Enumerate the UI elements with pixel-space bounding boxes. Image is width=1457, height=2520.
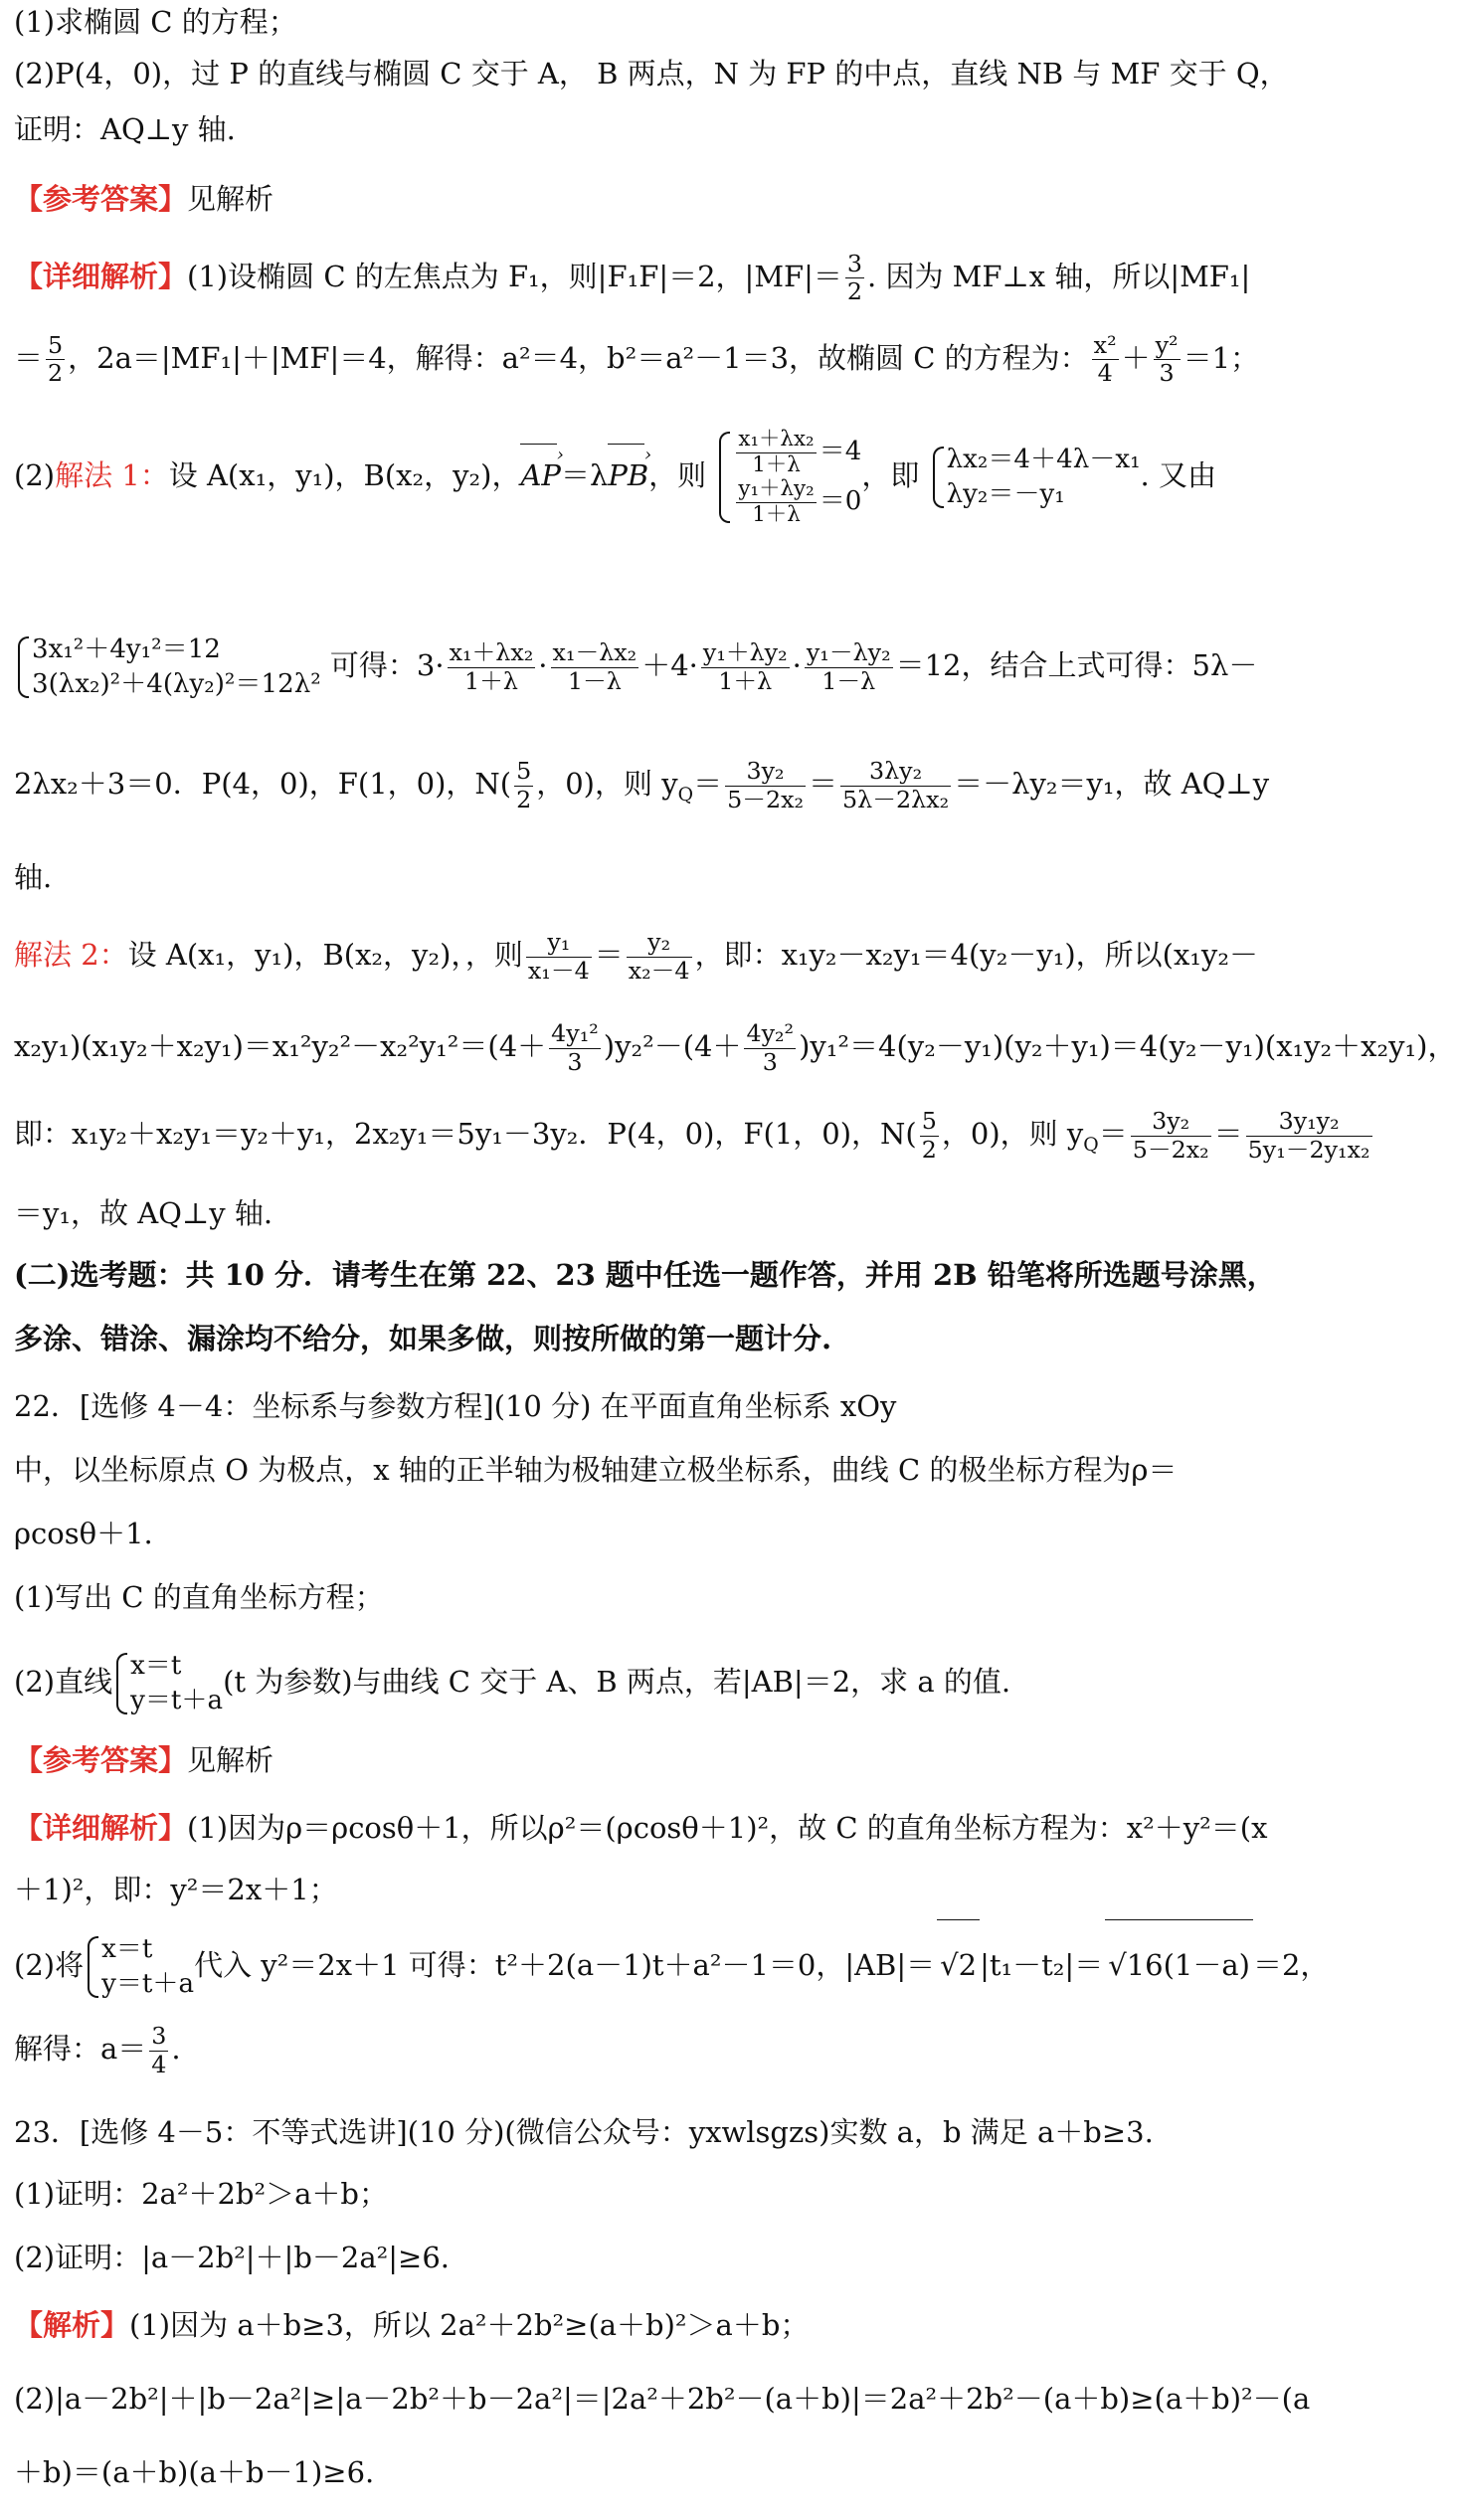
fraction <box>46 332 65 388</box>
text: ＝1； <box>1183 340 1260 375</box>
text: . <box>171 2032 181 2066</box>
text: 2λx₂＋3＝0．P(4，0)，F(1，0)，N( <box>14 767 512 801</box>
q22-line1: 22．[选修 4－4：坐标系与参数方程](10 分) 在平面直角坐标系 xOy <box>14 1389 897 1423</box>
numerator: 5 <box>516 757 532 786</box>
system-row: λy₂＝－y₁ <box>946 479 1065 510</box>
text: (1)因为 a＋b≥3，所以 2a²＋2b²≥(a＋b)²＞a＋b； <box>129 2308 810 2342</box>
text: ，0)，则 y <box>941 1117 1084 1151</box>
fraction <box>725 758 806 813</box>
fraction <box>1154 332 1181 388</box>
text: 代入 y²＝2x＋1 可得：t²＋2(a－1)t＋a²－1＝0，|AB|＝ <box>194 1948 936 1982</box>
q23-part2: (2)证明：|a－2b²|＋|b－2a²|≥6. <box>14 2241 450 2274</box>
text: ＝0 <box>819 486 862 517</box>
q22-detail-line4 <box>14 2019 1259 2078</box>
fraction <box>736 477 816 527</box>
fraction <box>549 1020 601 1076</box>
system-row: x＝t <box>130 1650 182 1681</box>
q21-method1-line2: 3x₁²＋4y₁²＝12 3(λx₂)²＋4(λy₂)²＝12λ² 可得：3· $\frac{\text{x₁＋λx₂}}{1+\lambda}$ · $\frac{\text{x₁－λx₂}}{1-\lambda}$ ＋4· $\frac{\text{y₁＋λy₂}}{1+\lambda}$ · $\frac{\text{y₁－λy₂}}{1-\lambda}$ ＝12，结合上式可得：5λ－ <box>14 632 1259 702</box>
q21-method2-line2 <box>14 1016 1457 1076</box>
numerator: 3 <box>151 2022 167 2051</box>
sqrt: √16(1－a) <box>1105 1919 1253 2010</box>
text: (t 为参数)与曲线 C 交于 A、B 两点，若|AB|＝2，求 a 的值. <box>223 1665 1011 1699</box>
q21-method2-line3: 即：x₁y₂＋x₂y₁＝y₂＋y₁，2x₂y₁＝5y₁－3y₂．P(4，0)，F(1，0)，N( $\frac{5}{2}$ ，0)，则 $y_Q=$ $\frac{\text{3y₂}}{\text{5－2x₂}}$ ＝ $\frac{\text{3y₁y₂}}{\text{5y₁－2y₁x₂}}$ <box>14 1107 1370 1164</box>
fraction <box>149 2023 168 2078</box>
text: ＝ <box>1098 1117 1128 1151</box>
system-row: y＝t＋a <box>101 1969 195 1999</box>
system-row: 3x₁²＋4y₁²＝12 <box>32 634 221 664</box>
text: 设 A(x₁，y₁)，B(x₂，y₂)，，则 <box>127 938 523 972</box>
q21-part2: (2)P(4，0)，过 P 的直线与椭圆 C 交于 A， B 两点，N 为 FP 的中点，直线 NB 与 MF 交于 Q， <box>14 57 1289 90</box>
detail-tag: 【详细解析】 <box>14 1811 188 1845</box>
numerator: y² <box>1155 331 1179 359</box>
equation-system <box>112 1649 223 1718</box>
text: ，即：x₁y₂－x₂y₁＝4(y₂－y₁)，所以(x₁y₂－ <box>694 938 1258 972</box>
denominator: x₂－4 <box>628 956 690 985</box>
system-row: y＝t＋a <box>130 1686 224 1715</box>
text: ＝λ <box>560 458 609 493</box>
text: . 因为 MF⊥x 轴，所以|MF₁| <box>867 259 1251 293</box>
text: ＝12，结合上式可得：5λ－ <box>895 648 1258 683</box>
solution-tag: 【解析】 <box>14 2308 130 2342</box>
denominator: 3 <box>1159 359 1175 388</box>
numerator: 3 <box>846 250 863 277</box>
numerator: x² <box>1093 331 1117 359</box>
denominator: 1＋λ <box>752 501 801 527</box>
denominator: 4 <box>1097 359 1113 388</box>
text: (2)直线 <box>14 1665 113 1699</box>
text: . 又由 <box>1140 458 1216 493</box>
numerator: 4y₁² <box>551 1019 599 1048</box>
text: 即：x₁y₂＋x₂y₁＝y₂＋y₁，2x₂y₁＝5y₁－3y₂．P(4，0)，F(1，0)，N( <box>14 1117 917 1151</box>
numerator: x₁＋λx₂ <box>738 427 815 451</box>
fraction <box>845 251 864 306</box>
fraction <box>514 758 533 813</box>
text: ，则 <box>648 458 707 493</box>
q22-detail-line2: ＋1)²，即：y²＝2x＋1； <box>14 1873 338 1906</box>
system-row: 3(λx₂)²＋4(λy₂)²＝12λ² <box>32 669 321 700</box>
q21-detail-line1 <box>14 251 1259 306</box>
numerator: 3λy₂ <box>840 758 951 786</box>
text: 设 A(x₁，y₁)，B(x₂，y₂)， <box>168 458 521 493</box>
answer-text: 见解析 <box>187 1743 274 1777</box>
q22-detail-line1 <box>14 1808 1268 1848</box>
q22-line3: ρcosθ＋1. <box>14 1517 153 1550</box>
numerator: y₁－λy₂ <box>806 638 891 667</box>
equation-system <box>929 443 1141 512</box>
fraction <box>701 639 790 695</box>
fraction <box>627 929 692 985</box>
text: ＝ <box>14 340 44 375</box>
vector-pb: PB › <box>608 446 648 505</box>
q22-part2 <box>14 1637 1259 1726</box>
denominator: 2 <box>48 359 64 388</box>
system-row: x＝t <box>101 1933 153 1964</box>
numerator: 3y₂ <box>1131 1108 1211 1136</box>
numerator: 5 <box>48 331 64 359</box>
answer-tag: 【参考答案】 <box>14 182 188 216</box>
denominator: 2 <box>921 1135 937 1164</box>
text: ＝－λy₂＝y₁，故 AQ⊥y <box>954 767 1270 801</box>
text: )y₂²－(4＋ <box>603 1029 742 1063</box>
numerator: y₁＋λy₂ <box>738 476 815 502</box>
denominator: 1＋λ <box>752 451 801 477</box>
denominator: 5－2x₂ <box>727 785 805 813</box>
method-label: 解法 2： <box>14 938 128 972</box>
denominator: 5－2x₂ <box>1132 1135 1209 1164</box>
text: (1)因为ρ＝ρcosθ＋1，所以ρ²＝(ρcosθ＋1)²，故 C 的直角坐标方程为：x²＋y²＝(x <box>187 1811 1268 1845</box>
equation-system <box>715 428 861 527</box>
fraction <box>526 929 592 985</box>
q21-part2-cont: 证明：AQ⊥y 轴. <box>14 112 236 146</box>
q21-method2-line1: 解法 2：设 A(x₁，y₁)，B(x₂，y₂)，，则 $\frac{\text{y₁}}{\text{x₁－4}}$ ＝ $\frac{\text{y₂}}{\text{x₂－4}}$ ，即：x₁y₂－x₂y₁＝4(y₂－y₁)，所以(x₁y₂－ <box>14 928 1258 985</box>
q23-solution-line1 <box>14 2305 1259 2345</box>
system-row: λx₂＝4＋4λ－x₁ <box>946 445 1141 474</box>
denominator: 1＋λ <box>463 666 518 695</box>
text: ＝4 <box>819 437 862 467</box>
fraction <box>840 758 951 813</box>
fraction <box>736 428 816 477</box>
q22-answer <box>14 1740 1259 1780</box>
text: (2) <box>14 458 56 493</box>
numerator: 3y₂ <box>725 758 806 786</box>
fraction <box>805 639 893 695</box>
q23-line1: 23．[选修 4－5：不等式选讲](10 分)(微信公众号：yxwlsgzs)实数 a，b 满足 a＋b≥3. <box>14 2115 1154 2149</box>
denominator: 2 <box>846 277 863 306</box>
vector-ap: AP › <box>520 446 560 505</box>
text: ＝2， <box>1252 1948 1330 1982</box>
equation-system <box>14 632 321 702</box>
fraction <box>920 1108 939 1164</box>
q22-part1: (1)写出 C 的直角坐标方程； <box>14 1580 384 1614</box>
text: ，即 <box>861 458 920 493</box>
fraction <box>1131 1108 1211 1164</box>
text: |t₁－t₂|＝ <box>980 1948 1104 1982</box>
system-row <box>733 428 861 477</box>
q21-method1-line1 <box>14 428 1259 527</box>
section2-line2: 多涂、错涂、漏涂均不给分，如果多做，则按所做的第一题计分. <box>14 1322 832 1355</box>
text: 2 <box>958 1948 978 1982</box>
numerator: x₁＋λx₂ <box>449 638 534 667</box>
numerator: 5 <box>921 1107 937 1136</box>
text: x₂y₁)(x₁y₂＋x₂y₁)＝x₁²y₂²－x₂²y₁²＝(4＋ <box>14 1029 547 1063</box>
system-row <box>733 477 861 527</box>
detail-tag: 【详细解析】 <box>14 259 188 293</box>
q23-solution-line3: ＋b)＝(a＋b)(a＋b－1)≥6. <box>14 2455 375 2489</box>
numerator: 4y₂² <box>746 1019 795 1048</box>
q21-method1-end: 轴. <box>14 860 53 894</box>
denominator: 1＋λ <box>718 666 773 695</box>
numerator: y₁ <box>526 929 592 957</box>
numerator: x₁－λx₂ <box>552 638 637 667</box>
section2-line1: (二)选考题：共 10 分．请考生在第 22、23 题中任选一题作答，并用 2B 铅笔将所选题号涂黑， <box>14 1258 1276 1292</box>
fraction <box>1246 1108 1372 1164</box>
text: )y₁²＝4(y₂－y₁)(y₂＋y₁)＝4(y₂－y₁)(x₁y₂＋x₂y₁)， <box>799 1029 1457 1063</box>
denominator: 4 <box>151 2050 167 2078</box>
denominator: 1－λ <box>567 666 622 695</box>
denominator: x₁－4 <box>527 956 590 985</box>
q21-part1: (1)求椭圆 C 的方程； <box>14 5 297 39</box>
numerator: y₂ <box>627 929 692 957</box>
text: (2)将 <box>14 1948 85 1982</box>
q22-detail-line3 <box>14 1919 1330 2010</box>
text: 16(1－a) <box>1126 1948 1250 1982</box>
fraction <box>551 639 639 695</box>
denominator: 5λ－2λx₂ <box>842 785 950 813</box>
denominator: 1－λ <box>821 666 876 695</box>
q22-line2: 中，以坐标原点 O 为极点，x 轴的正半轴为极轴建立极坐标系，曲线 C 的极坐标方程为ρ＝ <box>14 1453 1178 1487</box>
denominator: 3 <box>567 1047 583 1076</box>
denominator: 2 <box>516 785 532 813</box>
numerator: 3y₁y₂ <box>1246 1108 1372 1136</box>
text: 可得：3· <box>329 648 445 683</box>
method-label: 解法 1： <box>55 458 169 493</box>
q23-solution-line2: (2)|a－2b²|＋|b－2a²|≥|a－2b²＋b－2a²|＝|2a²＋2b²－(a＋b)|＝2a²＋2b²－(a＋b)≥(a＋b)²－(a <box>14 2382 1311 2416</box>
q21-method1-line3: 2λx₂＋3＝0．P(4，0)，F(1，0)，N( $\frac{5}{2}$ ，0)，则 $y_Q=$ $\frac{\text{3y₂}}{\text{5－2x₂}}$ ＝ $\frac{\text{3λy₂}}{\text{5λ－2λx₂}}$ ＝－λy₂＝y₁，故 AQ⊥y <box>14 757 1270 813</box>
q23-part1: (1)证明：2a²＋2b²＞a＋b； <box>14 2177 388 2211</box>
fraction <box>1092 332 1119 388</box>
text: 解得：a＝ <box>14 2032 147 2066</box>
fraction <box>744 1020 796 1076</box>
denominator: 5y₁－2y₁x₂ <box>1247 1135 1370 1164</box>
denominator: 3 <box>762 1047 778 1076</box>
q21-detail-line2: ＝ $\frac{5}{2}$ ，2a＝|MF₁|＋|MF|＝4，解得：a²＝4，b²＝a²－1＝3，故椭圆 C 的方程为： $\frac{\text{x²}}{4}$ ＋ $\frac{\text{y²}}{3}$ ＝1； <box>14 331 1260 388</box>
equation-system <box>84 1932 194 2002</box>
answer-text: 见解析 <box>187 182 274 216</box>
q21-answer <box>14 179 1259 219</box>
q21-method2-end: ＝y₁，故 AQ⊥y 轴. <box>14 1196 273 1230</box>
text: ＝ <box>693 767 723 801</box>
text: ，0)，则 y <box>536 767 678 801</box>
answer-tag: 【参考答案】 <box>14 1743 188 1777</box>
sqrt: √2 <box>937 1919 980 2010</box>
text: ＋4· <box>641 648 698 683</box>
numerator: y₁＋λy₂ <box>702 638 788 667</box>
fraction <box>448 639 536 695</box>
text: ，2a＝|MF₁|＋|MF|＝4，解得：a²＝4，b²＝a²－1＝3，故椭圆 C 的方程为： <box>68 340 1089 375</box>
text: (1)设椭圆 C 的左焦点为 F₁，则|F₁F|＝2，|MF|＝ <box>187 259 842 293</box>
